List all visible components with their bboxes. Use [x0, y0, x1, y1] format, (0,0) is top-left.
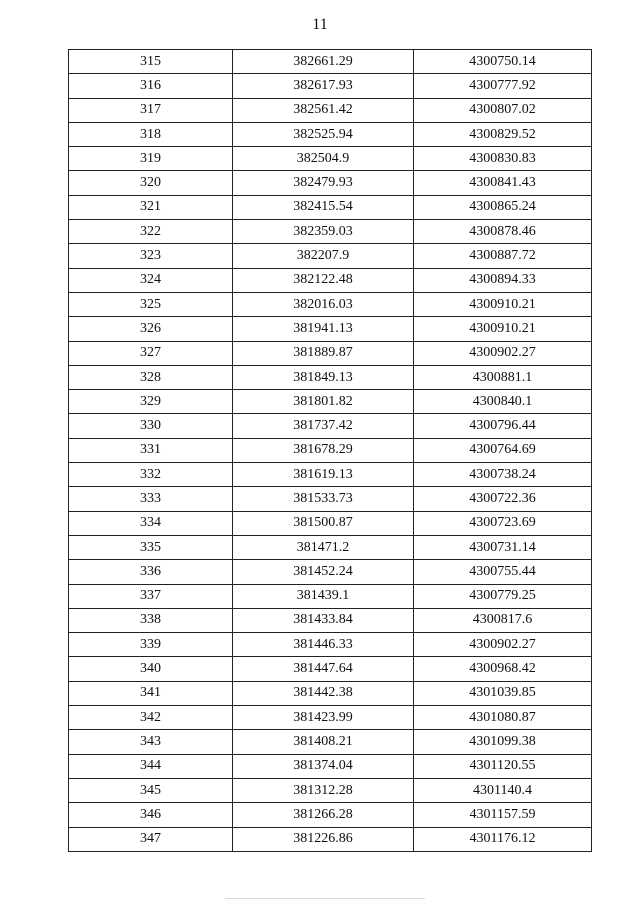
y-coordinate-cell: 4300829.52: [414, 122, 592, 146]
x-coordinate-cell: 381500.87: [233, 511, 414, 535]
point-number-cell: 331: [69, 438, 233, 462]
x-coordinate-cell: 382525.94: [233, 122, 414, 146]
point-number-cell: 343: [69, 730, 233, 754]
y-coordinate-cell: 4300840.1: [414, 390, 592, 414]
table-row: [69, 608, 592, 632]
x-coordinate-cell: 381442.38: [233, 681, 414, 705]
y-coordinate-cell: 4301157.59: [414, 803, 592, 827]
table-row: [69, 535, 592, 559]
y-coordinate-cell: 4300796.44: [414, 414, 592, 438]
table-row: [69, 803, 592, 827]
table-row: [69, 171, 592, 195]
x-coordinate-cell: 382207.9: [233, 244, 414, 268]
x-coordinate-cell: 382661.29: [233, 50, 414, 74]
table-row: [69, 292, 592, 316]
y-coordinate-cell: 4300910.21: [414, 292, 592, 316]
table-row: [69, 584, 592, 608]
y-coordinate-cell: 4300902.27: [414, 341, 592, 365]
x-coordinate-cell: 381266.28: [233, 803, 414, 827]
page-number: 11: [312, 16, 328, 33]
table-row: [69, 414, 592, 438]
y-coordinate-cell: 4300738.24: [414, 463, 592, 487]
table-row: [69, 706, 592, 730]
x-coordinate-cell: 381619.13: [233, 463, 414, 487]
table-row: [69, 341, 592, 365]
x-coordinate-cell: 382122.48: [233, 268, 414, 292]
table-row: [69, 98, 592, 122]
table-row: [69, 730, 592, 754]
table-row: [69, 463, 592, 487]
y-coordinate-cell: 4301176.12: [414, 827, 592, 851]
y-coordinate-cell: 4300779.25: [414, 584, 592, 608]
x-coordinate-cell: 381941.13: [233, 317, 414, 341]
y-coordinate-cell: 4300902.27: [414, 633, 592, 657]
x-coordinate-cell: 381446.33: [233, 633, 414, 657]
x-coordinate-cell: 382561.42: [233, 98, 414, 122]
x-coordinate-cell: 382359.03: [233, 220, 414, 244]
table-row: [69, 220, 592, 244]
y-coordinate-cell: 4300755.44: [414, 560, 592, 584]
point-number-cell: 338: [69, 608, 233, 632]
point-number-cell: 321: [69, 195, 233, 219]
x-coordinate-cell: 382016.03: [233, 292, 414, 316]
table-row: [69, 122, 592, 146]
x-coordinate-cell: 381533.73: [233, 487, 414, 511]
point-number-cell: 337: [69, 584, 233, 608]
table-row: [69, 365, 592, 389]
point-number-cell: 346: [69, 803, 233, 827]
y-coordinate-cell: 4300865.24: [414, 195, 592, 219]
table-row: [69, 268, 592, 292]
y-coordinate-cell: 4300722.36: [414, 487, 592, 511]
y-coordinate-cell: 4300887.72: [414, 244, 592, 268]
point-number-cell: 333: [69, 487, 233, 511]
table-row: [69, 244, 592, 268]
table-row: [69, 511, 592, 535]
table-row: [69, 778, 592, 802]
y-coordinate-cell: 4301080.87: [414, 706, 592, 730]
point-number-cell: 327: [69, 341, 233, 365]
y-coordinate-cell: 4300830.83: [414, 147, 592, 171]
x-coordinate-cell: 381408.21: [233, 730, 414, 754]
y-coordinate-cell: 4301039.85: [414, 681, 592, 705]
x-coordinate-cell: 381226.86: [233, 827, 414, 851]
point-number-cell: 328: [69, 365, 233, 389]
point-number-cell: 326: [69, 317, 233, 341]
point-number-cell: 332: [69, 463, 233, 487]
point-number-cell: 334: [69, 511, 233, 535]
point-number-cell: 329: [69, 390, 233, 414]
point-number-cell: 322: [69, 220, 233, 244]
table-row: [69, 195, 592, 219]
y-coordinate-cell: 4300807.02: [414, 98, 592, 122]
x-coordinate-cell: 382617.93: [233, 74, 414, 98]
x-coordinate-cell: 381439.1: [233, 584, 414, 608]
table-row: [69, 390, 592, 414]
x-coordinate-cell: 381471.2: [233, 535, 414, 559]
x-coordinate-cell: 381433.84: [233, 608, 414, 632]
y-coordinate-cell: 4300881.1: [414, 365, 592, 389]
point-number-cell: 347: [69, 827, 233, 851]
point-number-cell: 339: [69, 633, 233, 657]
point-number-cell: 323: [69, 244, 233, 268]
scan-artifact-line: [225, 898, 425, 899]
x-coordinate-cell: 382504.9: [233, 147, 414, 171]
table-row: [69, 74, 592, 98]
point-number-cell: 335: [69, 535, 233, 559]
y-coordinate-cell: 4301140.4: [414, 778, 592, 802]
y-coordinate-cell: 4300910.21: [414, 317, 592, 341]
point-number-cell: 324: [69, 268, 233, 292]
point-number-cell: 315: [69, 50, 233, 74]
y-coordinate-cell: 4300750.14: [414, 50, 592, 74]
y-coordinate-cell: 4301120.55: [414, 754, 592, 778]
point-number-cell: 320: [69, 171, 233, 195]
coordinates-table: [68, 49, 592, 852]
y-coordinate-cell: 4300894.33: [414, 268, 592, 292]
table-row: [69, 487, 592, 511]
point-number-cell: 319: [69, 147, 233, 171]
table-row: [69, 317, 592, 341]
point-number-cell: 342: [69, 706, 233, 730]
point-number-cell: 341: [69, 681, 233, 705]
x-coordinate-cell: 382415.54: [233, 195, 414, 219]
point-number-cell: 318: [69, 122, 233, 146]
point-number-cell: 325: [69, 292, 233, 316]
y-coordinate-cell: 4300731.14: [414, 535, 592, 559]
point-number-cell: 317: [69, 98, 233, 122]
table-row: [69, 657, 592, 681]
y-coordinate-cell: 4300817.6: [414, 608, 592, 632]
table-row: [69, 560, 592, 584]
table-row: [69, 438, 592, 462]
x-coordinate-cell: 381312.28: [233, 778, 414, 802]
table-row: [69, 827, 592, 851]
table-row: [69, 147, 592, 171]
x-coordinate-cell: 381423.99: [233, 706, 414, 730]
y-coordinate-cell: 4300777.92: [414, 74, 592, 98]
x-coordinate-cell: 381678.29: [233, 438, 414, 462]
x-coordinate-cell: 381801.82: [233, 390, 414, 414]
point-number-cell: 340: [69, 657, 233, 681]
x-coordinate-cell: 381374.04: [233, 754, 414, 778]
x-coordinate-cell: 381849.13: [233, 365, 414, 389]
x-coordinate-cell: 381452.24: [233, 560, 414, 584]
y-coordinate-cell: 4300723.69: [414, 511, 592, 535]
table-row: [69, 754, 592, 778]
y-coordinate-cell: 4301099.38: [414, 730, 592, 754]
y-coordinate-cell: 4300764.69: [414, 438, 592, 462]
coordinates-table-body: [69, 50, 592, 852]
x-coordinate-cell: 381889.87: [233, 341, 414, 365]
point-number-cell: 316: [69, 74, 233, 98]
x-coordinate-cell: 382479.93: [233, 171, 414, 195]
x-coordinate-cell: 381447.64: [233, 657, 414, 681]
table-row: [69, 633, 592, 657]
point-number-cell: 344: [69, 754, 233, 778]
y-coordinate-cell: 4300878.46: [414, 220, 592, 244]
table-row: [69, 50, 592, 74]
point-number-cell: 345: [69, 778, 233, 802]
y-coordinate-cell: 4300968.42: [414, 657, 592, 681]
y-coordinate-cell: 4300841.43: [414, 171, 592, 195]
table-row: [69, 681, 592, 705]
x-coordinate-cell: 381737.42: [233, 414, 414, 438]
point-number-cell: 330: [69, 414, 233, 438]
point-number-cell: 336: [69, 560, 233, 584]
